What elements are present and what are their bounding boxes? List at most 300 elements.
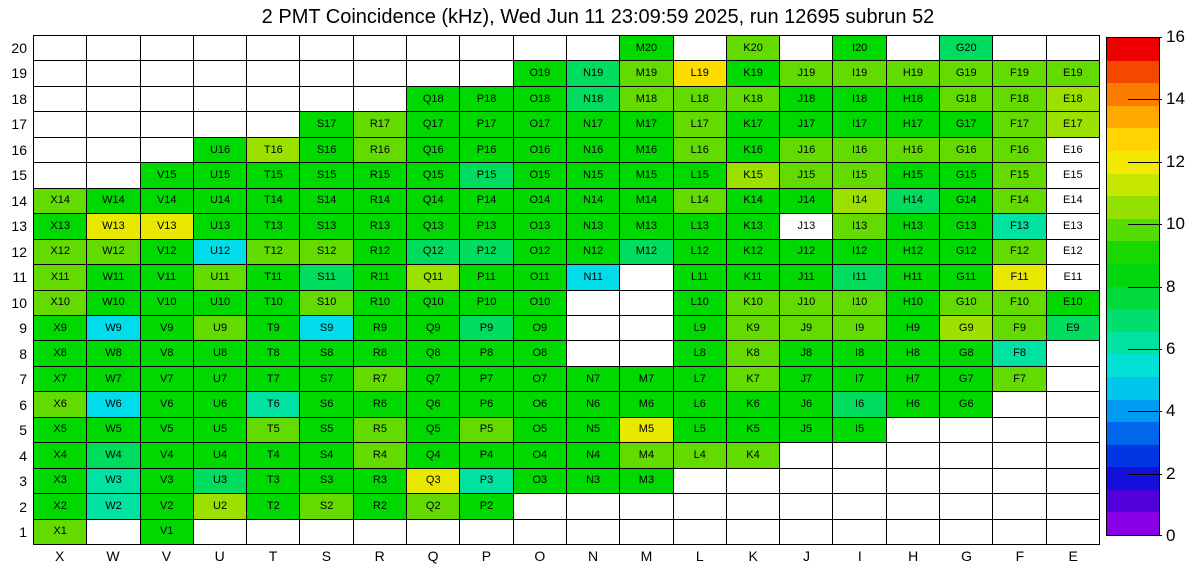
heatmap-cell-S18 [300,87,352,111]
heatmap-cell-E6 [1047,392,1099,416]
heatmap-cell-F15: F15 [993,163,1045,187]
heatmap-cell-J15: J15 [780,163,832,187]
heatmap-cell-T13: T13 [247,214,299,238]
heatmap-cell-G12: G12 [940,240,992,264]
heatmap-cell-H10: H10 [887,291,939,315]
heatmap-cell-V5: V5 [141,418,193,442]
heatmap-cell-W3: W3 [87,469,139,493]
heatmap-cell-S13: S13 [300,214,352,238]
heatmap-cell-J20 [780,36,832,60]
heatmap-cell-M5: M5 [620,418,672,442]
heatmap-cell-R11: R11 [354,265,406,289]
heatmap-cell-K17: K17 [727,112,779,136]
heatmap-cell-M18: M18 [620,87,672,111]
heatmap-cell-U12: U12 [194,240,246,264]
heatmap-cell-O5: O5 [514,418,566,442]
heatmap-cell-T3: T3 [247,469,299,493]
heatmap-cell-I20: I20 [833,36,885,60]
heatmap-cell-I19: I19 [833,61,885,85]
heatmap-cell-E13: E13 [1047,214,1099,238]
heatmap-cell-U15: U15 [194,163,246,187]
color-scale-bar [1106,37,1160,536]
heatmap-cell-F9: F9 [993,316,1045,340]
heatmap-cell-I5: I5 [833,418,885,442]
heatmap-cell-N5: N5 [567,418,619,442]
heatmap-cell-M20: M20 [620,36,672,60]
heatmap-cell-W1 [87,520,139,544]
heatmap-cell-H18: H18 [887,87,939,111]
heatmap-cell-F12: F12 [993,240,1045,264]
heatmap-cell-G16: G16 [940,138,992,162]
heatmap-cell-G10: G10 [940,291,992,315]
y-axis-tick-label-2: 2 [19,498,27,515]
heatmap-cell-M4: M4 [620,443,672,467]
color-scale-band-14 [1107,354,1159,377]
heatmap-cell-S20 [300,36,352,60]
heatmap-cell-S14: S14 [300,189,352,213]
heatmap-cell-X1: X1 [34,520,86,544]
heatmap-cell-P3: P3 [460,469,512,493]
heatmap-cell-Q8: Q8 [407,341,459,365]
heatmap-cell-K16: K16 [727,138,779,162]
heatmap-cell-O6: O6 [514,392,566,416]
heatmap-cell-K12: K12 [727,240,779,264]
heatmap-cell-R20 [354,36,406,60]
heatmap-cell-N18: N18 [567,87,619,111]
heatmap-cell-E3 [1047,469,1099,493]
heatmap-cell-N17: N17 [567,112,619,136]
heatmap-grid [33,35,1100,545]
heatmap-cell-K14: K14 [727,189,779,213]
heatmap-cell-N19: N19 [567,61,619,85]
x-axis-tick-label-H: H [908,548,919,564]
heatmap-cell-L18: L18 [674,87,726,111]
heatmap-cell-R4: R4 [354,443,406,467]
heatmap-cell-J3 [780,469,832,493]
heatmap-cell-G13: G13 [940,214,992,238]
heatmap-cell-E16: E16 [1047,138,1099,162]
heatmap-cell-I15: I15 [833,163,885,187]
heatmap-cell-J4 [780,443,832,467]
heatmap-cell-I9: I9 [833,316,885,340]
x-axis-tick-label-J: J [802,548,810,564]
heatmap-cell-T14: T14 [247,189,299,213]
color-scale-band-16 [1107,400,1159,423]
heatmap-cell-P18: P18 [460,87,512,111]
heatmap-cell-L10: L10 [674,291,726,315]
heatmap-cell-G1 [940,520,992,544]
heatmap-cell-U8: U8 [194,341,246,365]
heatmap-cell-T20 [247,36,299,60]
heatmap-cell-Q4: Q4 [407,443,459,467]
heatmap-cell-G20: G20 [940,36,992,60]
heatmap-cell-E12: E12 [1047,240,1099,264]
heatmap-cell-T17 [247,112,299,136]
x-axis-tick-label-X: X [55,548,65,564]
x-axis-tick-label-P: P [481,548,492,564]
heatmap-cell-V6: V6 [141,392,193,416]
heatmap-cell-V14: V14 [141,189,193,213]
heatmap-cell-X10: X10 [34,291,86,315]
color-scale-band-4 [1107,128,1159,151]
heatmap-cell-Q10: Q10 [407,291,459,315]
heatmap-cell-T12: T12 [247,240,299,264]
heatmap-cell-R1 [354,520,406,544]
heatmap-cell-W15 [87,163,139,187]
heatmap-cell-S17: S17 [300,112,352,136]
heatmap-cell-Q20 [407,36,459,60]
heatmap-cell-H17: H17 [887,112,939,136]
heatmap-cell-O19: O19 [514,61,566,85]
heatmap-cell-P8: P8 [460,341,512,365]
heatmap-cell-V16 [141,138,193,162]
heatmap-cell-K1 [727,520,779,544]
heatmap-cell-H16: H16 [887,138,939,162]
heatmap-cell-U16: U16 [194,138,246,162]
heatmap-cell-E5 [1047,418,1099,442]
heatmap-cell-M1 [620,520,672,544]
x-axis-tick-label-W: W [106,548,120,564]
heatmap-cell-Q14: Q14 [407,189,459,213]
heatmap-cell-F10: F10 [993,291,1045,315]
heatmap-cell-K7: K7 [727,367,779,391]
heatmap-cell-L12: L12 [674,240,726,264]
y-axis-tick-label-9: 9 [19,320,27,337]
color-scale-band-11 [1107,287,1159,310]
heatmap-cell-T16: T16 [247,138,299,162]
y-axis-tick-label-6: 6 [19,396,27,413]
heatmap-cell-Q7: Q7 [407,367,459,391]
heatmap-cell-V10: V10 [141,291,193,315]
heatmap-cell-E17: E17 [1047,112,1099,136]
heatmap-cell-W2: W2 [87,494,139,518]
color-scale-tick-label-14: 14 [1166,89,1185,109]
heatmap-cell-S10: S10 [300,291,352,315]
heatmap-cell-K11: K11 [727,265,779,289]
heatmap-cell-V13: V13 [141,214,193,238]
x-axis-tick-label-E: E [1068,548,1078,564]
heatmap-cell-U9: U9 [194,316,246,340]
heatmap-cell-Q6: Q6 [407,392,459,416]
heatmap-cell-U17 [194,112,246,136]
heatmap-cell-L5: L5 [674,418,726,442]
heatmap-cell-N15: N15 [567,163,619,187]
heatmap-cell-K19: K19 [727,61,779,85]
heatmap-cell-Q15: Q15 [407,163,459,187]
heatmap-cell-X6: X6 [34,392,86,416]
color-scale-band-17 [1107,422,1159,445]
heatmap-cell-G11: G11 [940,265,992,289]
y-axis-tick-label-10: 10 [11,294,27,311]
heatmap-cell-E20 [1047,36,1099,60]
heatmap-cell-E2 [1047,494,1099,518]
color-scale-band-0 [1107,38,1159,61]
heatmap-cell-I18: I18 [833,87,885,111]
x-axis-tick-labels [33,548,1100,564]
color-scale-band-13 [1107,332,1159,355]
heatmap-cell-J6: J6 [780,392,832,416]
heatmap-cell-L4: L4 [674,443,726,467]
heatmap-cell-X9: X9 [34,316,86,340]
color-scale-band-2 [1107,83,1159,106]
heatmap-cell-F20 [993,36,1045,60]
heatmap-cell-R6: R6 [354,392,406,416]
heatmap-cell-L15: L15 [674,163,726,187]
heatmap-cell-H12: H12 [887,240,939,264]
x-axis-tick-label-K: K [748,548,758,564]
heatmap-cell-F5 [993,418,1045,442]
heatmap-cell-T15: T15 [247,163,299,187]
heatmap-cell-N8 [567,341,619,365]
heatmap-cell-S15: S15 [300,163,352,187]
heatmap-cell-W5: W5 [87,418,139,442]
heatmap-cell-N20 [567,36,619,60]
color-scale-band-6 [1107,174,1159,197]
color-scale-band-15 [1107,377,1159,400]
heatmap-cell-U3: U3 [194,469,246,493]
heatmap-cell-I12: I12 [833,240,885,264]
heatmap-cell-O9: O9 [514,316,566,340]
heatmap-cell-K3 [727,469,779,493]
heatmap-cell-K10: K10 [727,291,779,315]
heatmap-cell-Q12: Q12 [407,240,459,264]
heatmap-cell-L20 [674,36,726,60]
heatmap-cell-R5: R5 [354,418,406,442]
heatmap-cell-U2: U2 [194,494,246,518]
color-scale-band-8 [1107,219,1159,242]
heatmap-cell-H15: H15 [887,163,939,187]
heatmap-cell-O15: O15 [514,163,566,187]
heatmap-cell-V19 [141,61,193,85]
heatmap-cell-J16: J16 [780,138,832,162]
heatmap-cell-M17: M17 [620,112,672,136]
heatmap-cell-P14: P14 [460,189,512,213]
heatmap-cell-W6: W6 [87,392,139,416]
heatmap-cell-U19 [194,61,246,85]
heatmap-cell-M3: M3 [620,469,672,493]
heatmap-cell-J8: J8 [780,341,832,365]
y-axis-tick-label-11: 11 [12,269,27,286]
heatmap-cell-P15: P15 [460,163,512,187]
heatmap-cell-X16 [34,138,86,162]
color-scale-band-1 [1107,61,1159,84]
heatmap-cell-F18: F18 [993,87,1045,111]
heatmap-cell-Q13: Q13 [407,214,459,238]
heatmap-cell-O8: O8 [514,341,566,365]
heatmap-cell-T2: T2 [247,494,299,518]
heatmap-cell-L6: L6 [674,392,726,416]
heatmap-cell-E18: E18 [1047,87,1099,111]
heatmap-cell-L13: L13 [674,214,726,238]
heatmap-cell-X12: X12 [34,240,86,264]
y-axis-tick-label-4: 4 [19,447,27,464]
heatmap-cell-X2: X2 [34,494,86,518]
heatmap-cell-Q18: Q18 [407,87,459,111]
heatmap-cell-K8: K8 [727,341,779,365]
heatmap-cell-K15: K15 [727,163,779,187]
heatmap-cell-I14: I14 [833,189,885,213]
heatmap-cell-L3 [674,469,726,493]
heatmap-cell-H7: H7 [887,367,939,391]
heatmap-cell-M13: M13 [620,214,672,238]
heatmap-cell-F1 [993,520,1045,544]
heatmap-cell-M9 [620,316,672,340]
heatmap-cell-J18: J18 [780,87,832,111]
heatmap-cell-G3 [940,469,992,493]
heatmap-cell-O10: O10 [514,291,566,315]
heatmap-cell-L9: L9 [674,316,726,340]
heatmap-cell-P2: P2 [460,494,512,518]
y-axis-tick-labels [0,35,27,545]
heatmap-cell-E7 [1047,367,1099,391]
heatmap-cell-X17 [34,112,86,136]
heatmap-cell-X18 [34,87,86,111]
heatmap-cell-M7: M7 [620,367,672,391]
heatmap-cell-O16: O16 [514,138,566,162]
heatmap-cell-S1 [300,520,352,544]
y-axis-tick-label-19: 19 [11,65,27,82]
heatmap-cell-U14: U14 [194,189,246,213]
heatmap-cell-I17: I17 [833,112,885,136]
heatmap-cell-G14: G14 [940,189,992,213]
heatmap-cell-W14: W14 [87,189,139,213]
heatmap-cell-M14: M14 [620,189,672,213]
heatmap-cell-V18 [141,87,193,111]
heatmap-cell-T18 [247,87,299,111]
heatmap-cell-E15: E15 [1047,163,1099,187]
heatmap-cell-W7: W7 [87,367,139,391]
heatmap-cell-N11: N11 [567,265,619,289]
heatmap-cell-K2 [727,494,779,518]
heatmap-cell-K4: K4 [727,443,779,467]
color-scale-band-20 [1107,490,1159,513]
heatmap-cell-R18 [354,87,406,111]
heatmap-cell-W16 [87,138,139,162]
heatmap-cell-X20 [34,36,86,60]
heatmap-cell-G19: G19 [940,61,992,85]
heatmap-cell-R14: R14 [354,189,406,213]
chart-title: 2 PMT Coincidence (kHz), Wed Jun 11 23:09:59 2025, run 12695 subrun 52 [261,6,935,28]
heatmap-cell-H4 [887,443,939,467]
heatmap-cell-V2: V2 [141,494,193,518]
heatmap-cell-Q2: Q2 [407,494,459,518]
heatmap-cell-U6: U6 [194,392,246,416]
x-axis-tick-label-L: L [695,548,704,564]
y-axis-tick-label-7: 7 [19,371,27,388]
heatmap-cell-S12: S12 [300,240,352,264]
heatmap-cell-T9: T9 [247,316,299,340]
heatmap-cell-T11: T11 [247,265,299,289]
heatmap-cell-E1 [1047,520,1099,544]
heatmap-cell-O2 [514,494,566,518]
heatmap-cell-O17: O17 [514,112,566,136]
heatmap-cell-H9: H9 [887,316,939,340]
heatmap-cell-M11 [620,265,672,289]
heatmap-cell-U11: U11 [194,265,246,289]
heatmap-cell-L16: L16 [674,138,726,162]
heatmap-cell-R8: R8 [354,341,406,365]
heatmap-cell-R19 [354,61,406,85]
y-axis-tick-label-18: 18 [11,90,27,107]
heatmap-cell-M19: M19 [620,61,672,85]
color-scale-tick-label-10: 10 [1166,214,1185,234]
heatmap-cell-R7: R7 [354,367,406,391]
heatmap-cell-P13: P13 [460,214,512,238]
heatmap-cell-H19: H19 [887,61,939,85]
color-scale-band-21 [1107,512,1159,535]
heatmap-cell-W11: W11 [87,265,139,289]
y-axis-tick-label-13: 13 [11,218,27,235]
heatmap-cell-G17: G17 [940,112,992,136]
y-axis-tick-label-8: 8 [19,345,27,362]
heatmap-cell-U7: U7 [194,367,246,391]
heatmap-cell-H6: H6 [887,392,939,416]
heatmap-cell-J11: J11 [780,265,832,289]
heatmap-cell-H20 [887,36,939,60]
heatmap-cell-R13: R13 [354,214,406,238]
heatmap-cell-S11: S11 [300,265,352,289]
heatmap-cell-L7: L7 [674,367,726,391]
heatmap-cell-V12: V12 [141,240,193,264]
heatmap-cell-V15: V15 [141,163,193,187]
heatmap-cell-I3 [833,469,885,493]
heatmap-cell-R12: R12 [354,240,406,264]
heatmap-cell-G7: G7 [940,367,992,391]
x-axis-tick-label-T: T [268,548,278,564]
y-axis-tick-label-5: 5 [19,422,27,439]
heatmap-cell-W9: W9 [87,316,139,340]
x-axis-tick-label-O: O [534,548,546,564]
heatmap-cell-T7: T7 [247,367,299,391]
heatmap-cell-U13: U13 [194,214,246,238]
heatmap-cell-P7: P7 [460,367,512,391]
heatmap-cell-W4: W4 [87,443,139,467]
y-axis-tick-label-3: 3 [19,473,27,490]
heatmap-cell-V9: V9 [141,316,193,340]
heatmap-cell-X5: X5 [34,418,86,442]
heatmap-cell-E4 [1047,443,1099,467]
y-axis-tick-label-12: 12 [11,243,27,260]
heatmap-cell-I2 [833,494,885,518]
heatmap-cell-K9: K9 [727,316,779,340]
heatmap-cell-H11: H11 [887,265,939,289]
heatmap-cell-J7: J7 [780,367,832,391]
heatmap-cell-G5 [940,418,992,442]
heatmap-cell-F8: F8 [993,341,1045,365]
heatmap-cell-E9: E9 [1047,316,1099,340]
heatmap-cell-M2 [620,494,672,518]
heatmap-cell-O18: O18 [514,87,566,111]
heatmap-cell-K20: K20 [727,36,779,60]
heatmap-cell-I7: I7 [833,367,885,391]
heatmap-cell-W13: W13 [87,214,139,238]
heatmap-cell-O12: O12 [514,240,566,264]
heatmap-cell-I8: I8 [833,341,885,365]
color-scale-tick-label-0: 0 [1166,526,1176,545]
heatmap-cell-P12: P12 [460,240,512,264]
heatmap-cell-P10: P10 [460,291,512,315]
heatmap-cell-O4: O4 [514,443,566,467]
heatmap-cell-X19 [34,61,86,85]
color-scale-band-18 [1107,445,1159,468]
color-scale-band-5 [1107,151,1159,174]
heatmap-cell-P4: P4 [460,443,512,467]
heatmap-cell-M8 [620,341,672,365]
heatmap-cell-X3: X3 [34,469,86,493]
heatmap-cell-N2 [567,494,619,518]
x-axis-tick-label-R: R [374,548,385,564]
heatmap-cell-P1 [460,520,512,544]
